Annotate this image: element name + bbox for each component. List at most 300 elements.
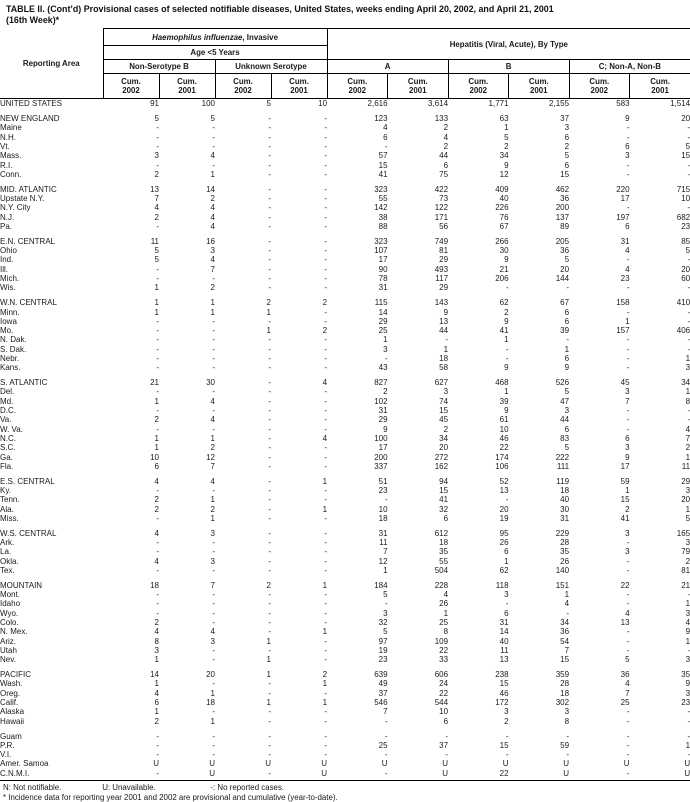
value-cell: 2 — [154, 716, 159, 726]
value-cell: - — [626, 538, 630, 548]
value-cell: 3 — [685, 608, 690, 618]
value-cell: - — [324, 353, 328, 363]
value-cell: 49 — [378, 679, 388, 689]
value-cell: - — [687, 707, 690, 717]
value-cell: - — [626, 203, 630, 213]
value-cell: - — [156, 750, 159, 760]
table-row — [0, 505, 690, 514]
value-cell: 5 — [210, 114, 215, 124]
table-row — [0, 471, 690, 486]
value-cell: - — [505, 750, 509, 760]
value-cell: 2 — [625, 504, 630, 514]
value-cell: 200 — [555, 203, 570, 213]
value-cell: 1 — [210, 298, 215, 308]
value-cell: 14 — [378, 307, 388, 317]
value-cell: 100 — [374, 433, 388, 443]
reporting-area-cell: Tex. — [0, 566, 15, 575]
value-cell: 2 — [154, 618, 159, 628]
value-cell: - — [103, 769, 159, 781]
value-cell: - — [212, 547, 215, 557]
value-cell: - — [156, 316, 159, 326]
value-cell: 1 — [564, 344, 570, 354]
value-cell: 75 — [439, 169, 449, 179]
value-cell: - — [626, 566, 630, 575]
value-cell: 1 — [685, 636, 690, 646]
year-label: 2002 — [590, 86, 609, 96]
value-cell: - — [324, 160, 328, 170]
table-row — [0, 265, 690, 274]
value-cell: 8 — [685, 396, 690, 406]
value-cell: 35 — [681, 670, 690, 680]
value-cell: 2 — [443, 123, 449, 133]
value-cell: 143 — [434, 298, 449, 308]
value-cell: 85 — [681, 236, 690, 246]
value-cell: - — [268, 452, 271, 462]
value-cell: - — [687, 307, 690, 317]
value-cell: 1 — [210, 433, 215, 443]
value-cell: - — [268, 556, 271, 566]
value-cell: 81 — [681, 566, 690, 575]
value-cell: 15 — [681, 151, 690, 161]
value-cell: - — [324, 538, 328, 548]
value-cell: 238 — [495, 670, 509, 680]
value-cell: 4 — [210, 627, 215, 637]
value-cell: 55 — [439, 556, 449, 566]
value-cell: 2 — [210, 443, 215, 453]
value-cell: 61 — [499, 415, 509, 425]
value-cell: - — [156, 353, 159, 363]
value-cell: 2 — [210, 283, 215, 293]
value-cell: 323 — [374, 184, 388, 194]
value-cell: 46 — [499, 688, 509, 698]
value-cell: 3 — [154, 645, 159, 655]
value-cell: 1 — [383, 335, 388, 345]
value-cell: 7 — [154, 194, 159, 204]
value-cell: 74 — [439, 396, 449, 406]
value-cell: 9 — [504, 160, 509, 170]
value-cell: - — [268, 406, 271, 416]
value-cell: 67 — [560, 298, 570, 308]
value-cell: 3 — [210, 636, 215, 646]
legend-no-reported-cases: -: No reported cases. — [210, 783, 285, 793]
reporting-area-cell: Utah — [0, 645, 17, 655]
value-cell: 2 — [564, 141, 570, 151]
value-cell: 9 — [625, 452, 630, 462]
value-cell: 2 — [383, 387, 388, 397]
value-cell: 1 — [266, 307, 271, 317]
table-row — [0, 387, 690, 396]
value-cell: 171 — [434, 212, 449, 222]
value-cell: - — [566, 608, 570, 618]
value-cell: - — [687, 645, 690, 655]
value-cell: 6 — [383, 132, 388, 142]
hepatitis-group-header: Hepatitis (Viral, Acute), By Type — [327, 29, 690, 60]
value-cell: - — [212, 645, 215, 655]
value-cell: 8 — [443, 627, 449, 637]
value-cell: 3 — [564, 406, 570, 416]
value-cell: - — [268, 566, 271, 575]
value-cell: 3 — [210, 556, 215, 566]
value-cell: 3 — [625, 528, 630, 538]
value-cell: - — [324, 486, 328, 496]
value-cell: 13 — [620, 618, 630, 628]
value-cell: 15 — [499, 679, 509, 689]
value-cell: - — [687, 590, 690, 600]
value-cell: 4 — [210, 415, 215, 425]
value-cell: 29 — [681, 476, 690, 486]
value-cell: - — [212, 123, 215, 133]
value-cell: - — [268, 264, 271, 274]
table-row — [0, 523, 690, 538]
value-cell: 4 — [210, 203, 215, 213]
value-cell: - — [268, 387, 271, 397]
value-cell: 3,614 — [428, 99, 449, 109]
table-row — [0, 308, 690, 317]
value-cell: 3 — [685, 688, 690, 698]
value-cell: 4 — [322, 433, 328, 443]
year-label: 2002 — [234, 86, 252, 96]
value-cell: 4 — [322, 378, 328, 388]
col-header-cum-2001 — [271, 74, 327, 99]
value-cell: - — [268, 221, 271, 231]
value-cell: - — [212, 353, 215, 363]
cum-label: Cum. — [233, 77, 253, 87]
value-cell: 158 — [616, 298, 630, 308]
table-row — [0, 179, 690, 194]
value-cell: 18 — [560, 688, 570, 698]
value-cell: - — [626, 363, 630, 373]
value-cell: 151 — [555, 580, 570, 590]
value-cell: - — [268, 731, 271, 741]
value-cell: 206 — [495, 274, 509, 284]
value-cell: 4 — [210, 476, 215, 486]
value-cell: - — [324, 461, 328, 471]
reporting-area-cell: W.S. CENTRAL — [0, 528, 57, 538]
value-cell: 36 — [560, 627, 570, 637]
value-cell: 41 — [620, 513, 630, 523]
value-cell: 5 — [685, 513, 690, 523]
value-cell: 10 — [318, 99, 328, 109]
value-cell: - — [324, 645, 328, 655]
value-cell: 1 — [685, 599, 690, 609]
table-row — [0, 443, 690, 452]
value-cell: - — [626, 750, 630, 760]
value-cell: - — [324, 415, 328, 425]
value-cell: 546 — [374, 698, 388, 708]
value-cell: 111 — [556, 461, 570, 471]
value-cell: 266 — [495, 236, 509, 246]
col-header-cum-2002 — [327, 74, 388, 99]
reporting-area-cell: Amer. Samoa — [0, 759, 49, 769]
value-cell: - — [687, 203, 690, 213]
year-label: 2001 — [409, 86, 427, 96]
col-header-cum-2002 — [448, 74, 509, 99]
value-cell: - — [156, 132, 159, 142]
table-row — [0, 566, 690, 575]
value-cell: 40 — [499, 194, 509, 204]
value-cell: - — [626, 307, 630, 317]
subgroup-unknown-serotype: Unknown Serotype — [215, 60, 327, 74]
value-cell: 1 — [685, 387, 690, 397]
value-cell: - — [566, 750, 570, 760]
value-cell: 220 — [616, 184, 630, 194]
table-row — [0, 231, 690, 246]
cum-label: Cum. — [121, 77, 141, 87]
value-cell: - — [268, 151, 271, 161]
value-cell: 109 — [434, 636, 449, 646]
table-row — [0, 726, 690, 741]
value-cell: 1 — [564, 590, 570, 600]
value-cell: 20 — [560, 264, 570, 274]
reporting-area-cell: Kans. — [0, 363, 21, 373]
value-cell: 63 — [499, 114, 509, 124]
value-cell: 39 — [560, 326, 570, 336]
value-cell: - — [156, 335, 159, 345]
table-row — [0, 194, 690, 203]
reporting-area-cell: Ala. — [0, 504, 14, 514]
value-cell: 33 — [439, 655, 449, 665]
value-cell: 17 — [620, 461, 630, 471]
value-cell: - — [324, 396, 328, 406]
value-cell: - — [324, 618, 328, 628]
haemophilus-italic-label: Haemophilus influenzae — [152, 32, 243, 42]
value-cell: 493 — [434, 264, 449, 274]
value-cell: - — [626, 556, 630, 566]
value-cell: 18 — [439, 353, 449, 363]
value-cell: - — [212, 274, 215, 284]
table-row — [0, 717, 690, 726]
year-label: 2001 — [530, 86, 548, 96]
value-cell: 59 — [620, 476, 630, 486]
value-cell: 583 — [616, 99, 630, 109]
value-cell: - — [626, 283, 630, 293]
value-cell: 2 — [685, 443, 690, 453]
value-cell: 749 — [434, 236, 449, 246]
value-cell: 4 — [625, 246, 630, 256]
value-cell: - — [324, 688, 328, 698]
value-cell: 5 — [564, 151, 570, 161]
table-row — [0, 373, 690, 388]
value-cell: - — [156, 590, 159, 600]
value-cell: - — [212, 326, 215, 336]
value-cell: 6 — [154, 461, 159, 471]
footnotes — [3, 783, 690, 802]
value-cell: - — [212, 160, 215, 170]
value-cell: - — [212, 363, 215, 373]
incidence-footnote: * Incidence data for reporting year 2001 and 2002 are provisional and cumulative (year-to-date). — [3, 792, 338, 802]
value-cell: 2,616 — [367, 99, 388, 109]
reporting-area-cell: P.R. — [0, 740, 15, 750]
value-cell: 73 — [439, 194, 449, 204]
reporting-area-cell: Colo. — [0, 618, 19, 628]
value-cell: 1 — [154, 307, 159, 317]
table-row — [0, 698, 690, 707]
reporting-area-cell: Ind. — [0, 255, 14, 265]
value-cell: 6 — [564, 160, 570, 170]
value-cell: - — [626, 645, 630, 655]
value-cell: 31 — [499, 618, 509, 628]
value-cell: 409 — [495, 184, 509, 194]
value-cell: - — [324, 246, 328, 256]
value-cell: - — [384, 716, 388, 726]
reporting-area-cell: Tenn. — [0, 495, 20, 505]
value-cell: 1 — [322, 627, 328, 637]
value-cell: 15 — [560, 169, 570, 179]
value-cell: - — [324, 452, 328, 462]
value-cell: - — [156, 123, 159, 133]
value-cell: 1 — [154, 679, 159, 689]
value-cell: - — [626, 255, 630, 265]
value-cell: - — [156, 547, 159, 557]
table-row — [0, 434, 690, 443]
reporting-area-cell: D.C. — [0, 406, 16, 416]
value-cell: - — [324, 316, 328, 326]
value-cell: - — [324, 566, 328, 575]
value-cell: 2 — [443, 424, 449, 434]
value-cell: 15 — [620, 495, 630, 505]
value-cell: 6 — [564, 424, 570, 434]
value-cell: 200 — [374, 452, 388, 462]
legend-not-notifiable: N: Not notifiable. — [3, 783, 62, 793]
value-cell: 3 — [685, 538, 690, 548]
value-cell: - — [268, 547, 271, 557]
table-row — [0, 293, 690, 308]
value-cell: 41 — [499, 326, 509, 336]
value-cell: - — [268, 335, 271, 345]
value-cell: - — [268, 679, 271, 689]
value-cell: 1 — [154, 396, 159, 406]
value-cell: 4 — [564, 599, 570, 609]
value-cell: 2 — [322, 670, 328, 680]
table-row — [0, 618, 690, 627]
value-cell: 406 — [676, 326, 690, 336]
value-cell: - — [626, 169, 630, 179]
value-cell: 142 — [374, 203, 388, 213]
value-cell: 123 — [374, 114, 388, 124]
value-cell: 2 — [210, 194, 215, 204]
value-cell: 526 — [555, 378, 570, 388]
value-cell: 1 — [504, 387, 509, 397]
reporting-area-cell: N.J. — [0, 212, 15, 222]
table-row — [0, 462, 690, 471]
table-row — [0, 627, 690, 636]
value-cell: - — [212, 590, 215, 600]
value-cell: - — [505, 353, 509, 363]
value-cell: 7 — [564, 645, 570, 655]
value-cell: 16 — [206, 236, 215, 246]
subgroup-hep-a: A — [327, 60, 448, 74]
reporting-area-cell: E.N. CENTRAL — [0, 236, 56, 246]
value-cell: 4 — [383, 123, 388, 133]
value-cell: 4 — [210, 212, 215, 222]
table-row — [0, 397, 690, 406]
value-cell: - — [626, 335, 630, 345]
value-cell: 21 — [681, 580, 690, 590]
value-cell: - — [324, 169, 328, 179]
year-label: 2002 — [469, 86, 488, 96]
value-cell: 17 — [378, 443, 388, 453]
value-cell: - — [569, 769, 630, 781]
value-cell: 45 — [439, 415, 449, 425]
value-cell: 29 — [378, 316, 388, 326]
reporting-area-cell: Okla. — [0, 556, 19, 566]
value-cell: 1,514 — [670, 99, 690, 109]
value-cell: 11 — [379, 538, 388, 548]
value-cell: - — [268, 740, 271, 750]
table-row — [0, 575, 690, 590]
value-cell: - — [324, 443, 328, 453]
value-cell: - — [445, 731, 449, 741]
year-label: 2002 — [348, 86, 367, 96]
legend-line — [3, 783, 690, 793]
value-cell: 6 — [504, 608, 509, 618]
value-cell: - — [687, 731, 690, 741]
table-row — [0, 750, 690, 759]
value-cell: - — [268, 608, 271, 618]
value-cell: 23 — [378, 655, 388, 665]
value-cell: 3 — [625, 547, 630, 557]
reporting-area-cell: Oreg. — [0, 688, 21, 698]
table-row — [0, 425, 690, 434]
reporting-area-cell: Ill. — [0, 264, 8, 274]
value-cell: - — [156, 424, 159, 434]
table-row — [0, 133, 690, 142]
value-cell: 62 — [499, 298, 509, 308]
value-cell: 4 — [154, 556, 159, 566]
value-cell: - — [268, 627, 271, 637]
value-cell: 3 — [625, 151, 630, 161]
reporting-area-cell: Pa. — [0, 221, 13, 231]
value-cell: - — [212, 740, 215, 750]
haemophilus-rest-label: , Invasive — [242, 32, 278, 42]
value-cell: 30 — [560, 504, 570, 514]
value-cell: - — [212, 387, 215, 397]
value-cell: 422 — [434, 184, 449, 194]
value-cell: 91 — [150, 99, 159, 109]
value-cell: - — [324, 513, 328, 523]
value-cell: 18 — [378, 513, 388, 523]
table-row — [0, 317, 690, 326]
table-row — [0, 665, 690, 680]
table-row — [0, 213, 690, 222]
table-row — [0, 495, 690, 504]
value-cell: 41 — [439, 495, 449, 505]
value-cell: - — [268, 688, 271, 698]
value-cell: - — [156, 160, 159, 170]
value-cell: - — [156, 731, 159, 741]
value-cell: - — [324, 599, 328, 609]
value-cell: - — [324, 123, 328, 133]
value-cell: 7 — [625, 688, 630, 698]
title-line1: TABLE II. (Cont’d) Provisional cases of selected notifiable diseases, United States, weeks ending April 20, 2002, and April 21, 2001 — [6, 4, 554, 14]
value-cell: - — [156, 566, 159, 575]
value-cell: 2 — [266, 580, 271, 590]
value-cell: - — [268, 194, 271, 204]
reporting-area-cell: W. Va. — [0, 424, 23, 434]
value-cell: 106 — [495, 461, 509, 471]
value-cell: - — [156, 387, 159, 397]
value-cell: - — [626, 590, 630, 600]
value-cell: 3 — [210, 246, 215, 256]
value-cell: 20 — [206, 670, 215, 680]
value-cell: - — [212, 141, 215, 151]
value-cell: 8 — [564, 716, 570, 726]
value-cell: - — [156, 538, 159, 548]
value-cell: 544 — [434, 698, 449, 708]
table-row — [0, 222, 690, 231]
value-cell: - — [324, 255, 328, 265]
value-cell: 1 — [685, 504, 690, 514]
